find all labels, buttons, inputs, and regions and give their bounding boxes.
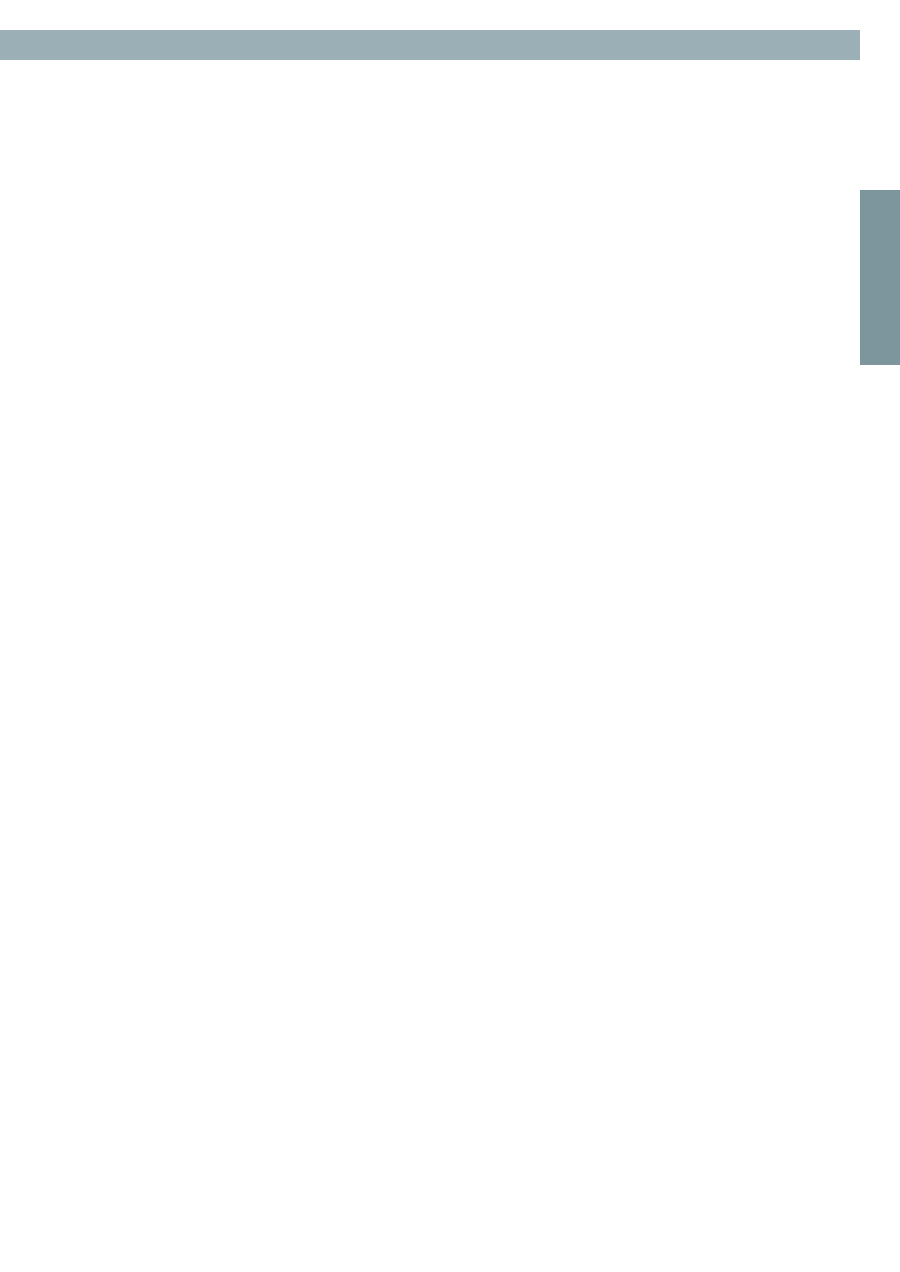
side-tab [860, 190, 900, 365]
header-bar [0, 30, 860, 60]
